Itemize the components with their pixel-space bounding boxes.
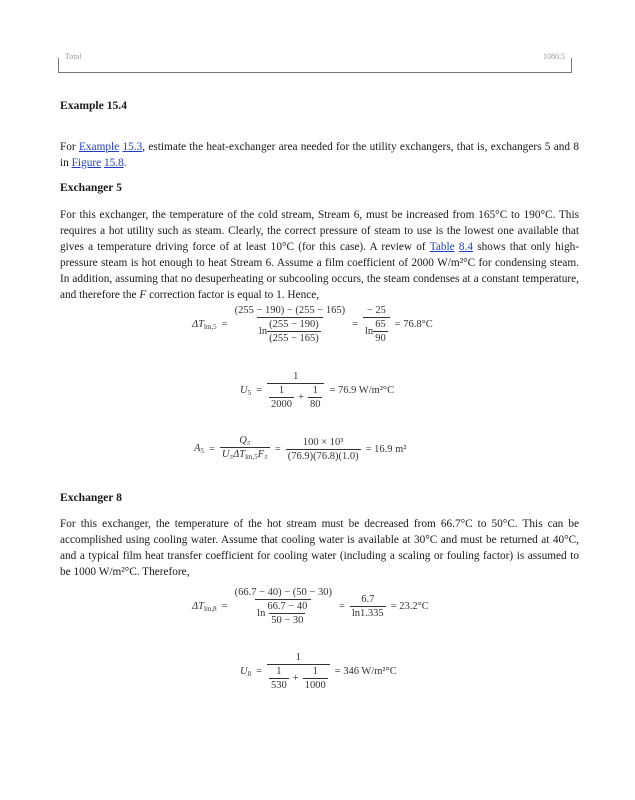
intro-text-2: , estimate the heat-exchanger area needed for the utility exchangers, that is, exchangers 5 and 8 in — [60, 141, 579, 169]
eq1-denominator — [257, 317, 323, 345]
eq4-numerator: (66.7 − 40) − (50 − 30) — [234, 587, 332, 598]
eq4-inner-numerator: 66.7 − 40 — [267, 601, 308, 612]
intro-text-1: For — [60, 141, 79, 153]
equation-lmtd-5: $\Delta T_{lm,5}$ = (255 − 190) − (255 − 165) ln $\frac{(255 - 190)}{(255 - 165)}$ = − 25 ln $\frac{65}{90}$ = 76.8°C — [192, 305, 433, 344]
table-link[interactable]: Table — [429, 241, 455, 253]
eq5-a-num: 1 — [276, 666, 282, 677]
eq2-a-den: 2000 — [271, 399, 293, 410]
eq1-lhs-sub: lm,5 — [204, 322, 217, 331]
eq3-numerator-2: 100 × 10³ — [302, 436, 344, 448]
ex5-text-3: correction factor is equal to 1. Hence, — [146, 289, 320, 301]
equation-u5: $U_5$ = 1 $\frac{1}{2000}$ + $\frac{1}{80}$ = 76.9 W/m²°C — [240, 371, 395, 410]
eq5-a-den: 530 — [271, 680, 287, 691]
eq1-inner-numerator-2: 65 — [375, 319, 386, 330]
eq1-inner-numerator: (255 − 190) — [269, 319, 319, 330]
eq3-result: = 16.9 m² — [365, 443, 407, 455]
eq1-denominator-2 — [363, 317, 390, 345]
eq4-fraction-2 — [350, 593, 386, 620]
eq1-result: = 76.8°C — [394, 319, 433, 330]
table-total-value: 1080.5 — [543, 52, 565, 61]
eq3-fraction-2 — [286, 436, 361, 463]
ex5-text-2: shows that only high-pressure steam is hot enough to heat Stream 6. Assume a film coefficient of 2000 W/m²°C for condensing steam. In addition, assuming that no desuperheating or subcooling occurs, the steam condenses at a constant temperature, and therefore the — [60, 241, 580, 301]
eq2-b-num: 1 — [312, 385, 318, 396]
eq3-lhs-sub: 5 — [200, 447, 204, 455]
equation-lmtd-8: $\Delta T_{lm,8}$ = (66.7 − 40) − (50 − 30) ln $\frac{66.7 - 40}{50 - 30}$ = $\frac{6.7}{\ln 1.335}$ = 23.2°C — [192, 587, 429, 626]
eq4-denominator-2: ln1.335 — [351, 608, 384, 619]
eq5-result: = 346 W/m²°C — [334, 666, 397, 677]
eq4-denominator — [255, 599, 311, 627]
eq3-lhs: A — [194, 443, 201, 454]
eq4-lhs: ΔT — [192, 600, 205, 612]
eq2-a-num: 1 — [278, 385, 285, 396]
eq2-denominator — [267, 383, 324, 411]
intro-text-3: . — [123, 157, 127, 169]
eq4-numerator-2: 6.7 — [361, 594, 375, 605]
eq1-fraction-2 — [363, 304, 390, 345]
eq5-fraction — [267, 651, 330, 692]
eq2-numerator: 1 — [293, 371, 299, 382]
eq1-ln-2: ln — [365, 326, 374, 337]
eq4-ln: ln — [257, 608, 266, 619]
eq2-lhs: U — [240, 384, 248, 396]
example-number-link[interactable]: 15.3 — [122, 141, 143, 153]
eq5-b-den: 1000 — [304, 680, 326, 691]
eq3-numerator: Q₅ — [239, 435, 251, 446]
exchanger8-paragraph: For this exchanger, the temperature of the hot stream must be decreased from 66.7°C to 50°C. This can be accomplished using cooling water. Assume that cooling water is available at 30°C and must be returned at 40°C, and a typical film heat transfer coefficient for cooling water (including a scaling or fouling factor) is assumed to be 1000 W/m²°C. Therefore, — [60, 518, 579, 578]
exchanger5-paragraph — [60, 207, 579, 303]
eq3-denominator-tail: F₅ — [257, 449, 268, 460]
eq5-lhs: U — [240, 665, 248, 677]
eq5-b-num: 1 — [312, 666, 318, 677]
eq5-lhs-sub: 8 — [247, 669, 252, 678]
ex5-italic-f: F — [139, 289, 147, 301]
eq4-inner-denominator: 50 − 30 — [271, 615, 304, 626]
equation-u8: $U_8$ = 1 $\frac{1}{530}$ + $\frac{1}{1000}$ = 346 W/m²°C — [240, 652, 397, 691]
eq2-lhs-sub: 5 — [247, 388, 252, 397]
eq1-ln: ln — [258, 326, 268, 337]
eq1-numerator-2: − 25 — [366, 305, 386, 316]
figure-number-link[interactable]: 15.8 — [103, 157, 124, 169]
eq5-plus: + — [292, 673, 299, 684]
eq3-denominator-2: (76.9)(76.8)(1.0) — [287, 450, 359, 462]
eq1-numerator: (255 − 190) − (255 − 165) — [234, 305, 346, 316]
eq1-fraction — [233, 304, 348, 345]
eq5-numerator: 1 — [295, 652, 301, 663]
exchanger5-heading: Exchanger 5 — [60, 181, 122, 194]
eq2-plus: + — [298, 392, 304, 403]
eq5-denominator — [267, 664, 330, 692]
equation-a5: $A_5$ = $\frac{\text{Q₅}}{U_5\Delta T_{lm,5}F_5}$ = $\frac{\text{100 × 10³}}{(76.9)(76.8)(1.0)}$ = 16.9 m² — [194, 434, 406, 464]
eq3-denominator: U₅ΔT — [221, 449, 246, 460]
ex5-text-1: For this exchanger, the temperature of the cold stream, Stream 6, must be increased from 165°C to 190°C. This requires a hot utility such as steam. Clearly, the correct pressure of steam to use is the lowest one available that gives a temperature driving force of at least 10°C (for this case). A review of — [60, 209, 579, 253]
eq4-fraction — [233, 586, 334, 627]
eq2-result: = 76.9 W/m²°C — [329, 385, 395, 396]
eq4-result: = 23.2°C — [390, 601, 429, 612]
table-fragment — [58, 52, 572, 73]
eq1-lhs: ΔT — [192, 318, 205, 330]
table-total-label: Total — [65, 52, 82, 61]
eq1-inner-denominator-2: 90 — [375, 333, 386, 344]
eq2-fraction — [267, 370, 324, 411]
table-number-link[interactable]: 8.4 — [458, 241, 473, 253]
eq2-b-den: 80 — [309, 399, 321, 410]
eq3-denominator-sub: lm,5 — [245, 453, 258, 461]
exchanger8-heading: Exchanger 8 — [60, 491, 122, 504]
intro-paragraph — [60, 139, 579, 171]
figure-link[interactable]: Figure — [71, 157, 102, 169]
example-link[interactable]: Example — [79, 141, 120, 153]
eq1-inner-denominator: (255 − 165) — [269, 333, 319, 344]
example-title: Example 15.4 — [60, 99, 127, 112]
eq4-lhs-sub: lm,8 — [204, 604, 217, 613]
eq3-fraction — [220, 434, 270, 464]
